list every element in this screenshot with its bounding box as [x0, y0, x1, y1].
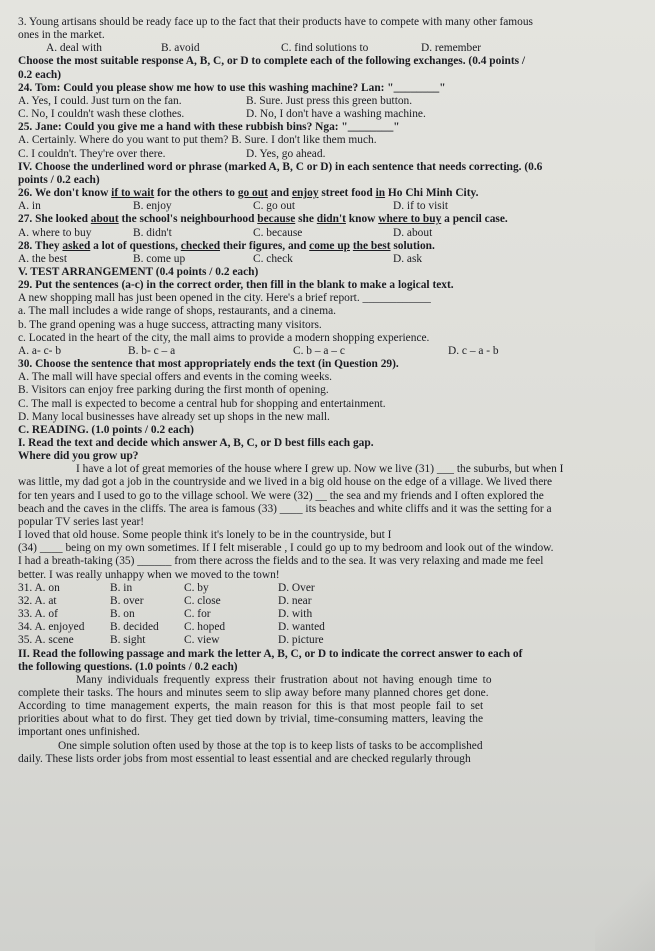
passage-line: popular TV series last year!: [18, 515, 145, 528]
q26-text: for the others to: [154, 187, 238, 200]
passage2-line: complete their tasks. The hours and minutes seem to slip away before many planned chores get done.: [18, 686, 489, 699]
passage-line: I have a lot of great memories of the house where I grew up. Now we live (31) ___ the suburbs, but when I: [76, 463, 564, 476]
q32-option-c: C. close: [184, 594, 221, 607]
q30-option-c: C. The mall is expected to become a central hub for shopping and entertainment.: [18, 397, 386, 410]
passage-line: was little, my dad got a job in the countryside and we lived in a big old house on the edge of a village. We lived there: [18, 476, 553, 489]
q28-underline-a: asked: [62, 239, 91, 252]
q23-options: [18, 42, 638, 55]
q24-options-row-2: [18, 108, 638, 121]
q26-underline-b: go out: [237, 187, 268, 200]
q23-option-a: A. deal with: [46, 42, 102, 55]
q33-option-d: D. with: [278, 608, 313, 621]
q25-question: 25. Jane: Could you give me a hand with these rubbish bins? Nga: "________": [18, 121, 400, 134]
q31-option-d: D. Over: [278, 581, 315, 594]
q3-line-2: ones in the market.: [18, 29, 105, 42]
q34-option-a: 34. A. enjoyed: [18, 621, 85, 634]
passage2-line: priorities about what to do first. They get tied down by trivial, time-consuming matters, leaving the: [18, 713, 484, 726]
q35-option-d: D. picture: [278, 634, 324, 647]
section-v-heading: V. TEST ARRANGEMENT (0.4 points / 0.2 each): [18, 265, 259, 278]
q24-question: 24. Tom: Could you please show me how to use this washing machine? Lan: "________": [18, 81, 446, 94]
q33-option-a: 33. A. of: [18, 608, 58, 621]
q27-text: the school's neighbourhood: [118, 213, 258, 226]
reading-part-ii-heading: II. Read the following passage and mark the letter A, B, C, or D to indicate the correct answer to each of: [18, 647, 523, 660]
q30-option-d: D. Many local businesses have already set up shops in the new mall.: [18, 410, 330, 423]
q27-text: 27. She looked: [18, 213, 91, 226]
q32-option-d: D. near: [278, 594, 312, 607]
q26-sentence: [18, 187, 638, 200]
q26-underline-c: enjoy: [291, 187, 319, 200]
q33-option-b: B. on: [110, 608, 135, 621]
q29-sentence-a: a. The mall includes a wide range of shops, restaurants, and a cinema.: [18, 305, 336, 318]
q28-option-b: B. come up: [133, 252, 186, 265]
q35-option-b: B. sight: [110, 634, 146, 647]
q29-option-a: A. a- c- b: [18, 344, 62, 357]
q32-options: [18, 595, 638, 608]
q31-option-c: C. by: [184, 581, 209, 594]
q23-option-c: C. find solutions to: [281, 42, 369, 55]
q26-options: [18, 200, 638, 213]
q28-sentence: [18, 240, 638, 253]
q28-text: solution.: [390, 239, 435, 252]
q25-option-c: C. I couldn't. They're over there.: [18, 147, 166, 160]
q23-option-b: B. avoid: [161, 42, 200, 55]
q28-options: [18, 253, 638, 266]
q27-underline-d: where to buy: [378, 213, 442, 226]
page-shadow: [595, 871, 655, 951]
q29-sentence-b: b. The grand opening was a huge success, attracting many visitors.: [18, 318, 322, 331]
reading-part-ii-points: the following questions. (1.0 points / 0.2 each): [18, 660, 238, 673]
q28-text: 28. They: [18, 239, 63, 252]
q31-options: [18, 582, 638, 595]
q26-option-b: B. enjoy: [133, 200, 172, 213]
q29-option-b: B. b- c – a: [128, 344, 176, 357]
q26-text: and: [267, 187, 292, 200]
q34-option-d: D. wanted: [278, 621, 325, 634]
q28-text: their figures, and: [220, 239, 310, 252]
q27-options: [18, 227, 638, 240]
q27-option-b: B. didn't: [133, 226, 172, 239]
q27-sentence: [18, 213, 638, 226]
q27-text: know: [345, 213, 379, 226]
q28-underline-c: come up: [309, 239, 350, 252]
reading-heading: C. READING. (1.0 points / 0.2 each): [18, 423, 194, 436]
section-exchanges-heading: Choose the most suitable response A, B, C, or D to complete each of the following exchanges. (0.4 points /: [18, 55, 526, 68]
q28-text: a lot of questions,: [90, 239, 181, 252]
q25-option-ab: A. Certainly. Where do you want to put them? B. Sure. I don't like them much.: [18, 134, 377, 147]
q27-text: she: [295, 213, 317, 226]
passage-line: better. I was really unhappy when we moved to the town!: [18, 568, 280, 581]
q26-option-a: A. in: [18, 200, 41, 213]
q32-option-a: 32. A. at: [18, 594, 57, 607]
q27-underline-a: about: [90, 213, 119, 226]
q30-question: 30. Choose the sentence that most appropriately ends the text (in Question 29).: [18, 358, 399, 371]
section-iv-points: points / 0.2 each): [18, 173, 100, 186]
q33-options: [18, 608, 638, 621]
passage-title: Where did you grow up?: [18, 450, 139, 463]
q24-option-d: D. No, I don't have a washing machine.: [246, 108, 426, 121]
q28-underline-d: the best: [352, 239, 391, 252]
q24-option-b: B. Sure. Just press this green button.: [246, 94, 413, 107]
passage-line: I loved that old house. Some people think it's lonely to be in the countryside, but I: [18, 529, 392, 542]
q34-option-c: C. hoped: [184, 621, 226, 634]
q29-options: [18, 345, 638, 358]
q31-option-a: 31. A. on: [18, 581, 60, 594]
q29-option-c: C. b – a – c: [293, 344, 345, 357]
passage2-line: daily. These lists order jobs from most essential to least essential and are checked regularly through: [18, 752, 471, 765]
q30-option-a: A. The mall will have special offers and events in the coming weeks.: [18, 371, 332, 384]
q24-options-row-1: [18, 95, 638, 108]
q23-option-d: D. remember: [421, 42, 482, 55]
q3-line-1: 3. Young artisans should be ready face up to the fact that their products have to compete with many other famous: [18, 16, 533, 28]
q28-underline-b: checked: [180, 239, 221, 252]
q30-option-b: B. Visitors can enjoy free parking during the first month of opening.: [18, 384, 329, 397]
q27-underline-c: didn't: [316, 213, 346, 226]
q29-intro: A new shopping mall has just been opened in the city. Here's a brief report. ____________: [18, 292, 431, 305]
passage-line: (34) ____ being on my own sometimes. If I felt miserable , I could go up to my bedroom and look out of the window.: [18, 542, 554, 555]
q27-option-a: A. where to buy: [18, 226, 92, 239]
q25-options-row-2: [18, 148, 638, 161]
q29-question: 29. Put the sentences (a-c) in the correct order, then fill in the blank to make a logical text.: [18, 279, 454, 292]
q25-option-d: D. Yes, go ahead.: [246, 147, 326, 160]
q26-text: 26. We don't know: [18, 187, 112, 200]
passage2-line: According to time management experts, the main reason for this is that most people fail to set: [18, 700, 484, 713]
worksheet-content: [18, 16, 638, 766]
q26-underline-d: in: [375, 187, 386, 200]
q26-underline-a: if to wait: [111, 187, 155, 200]
q35-options: [18, 634, 638, 647]
q28-option-a: A. the best: [18, 252, 68, 265]
q26-option-d: D. if to visit: [393, 200, 449, 213]
q27-option-c: C. because: [253, 226, 303, 239]
passage-line: for ten years and I used to go to the village school. We were (32) __ the sea and my friends and I often explored the: [18, 489, 544, 502]
section-iv-heading: IV. Choose the underlined word or phrase (marked A, B, C or D) in each sentence that needs correcting. (0.6: [18, 160, 543, 173]
q27-underline-b: because: [257, 213, 296, 226]
q35-option-a: 35. A. scene: [18, 634, 74, 647]
q24-option-c: C. No, I couldn't wash these clothes.: [18, 108, 185, 121]
q34-option-b: B. decided: [110, 621, 159, 634]
reading-part-i-heading: I. Read the text and decide which answer A, B, C, or D best fills each gap.: [18, 437, 374, 449]
passage2-line: Many individuals frequently express their frustration about not having enough time to: [76, 673, 492, 686]
q31-option-b: B. in: [110, 581, 133, 594]
q28-option-c: C. check: [253, 252, 293, 265]
q29-sentence-c: c. Located in the heart of the city, the mall aims to provide a modern shopping experience.: [18, 331, 430, 344]
q29-option-d: D. c – a - b: [448, 344, 499, 357]
q26-text: street food: [318, 187, 376, 200]
q27-option-d: D. about: [393, 226, 433, 239]
q28-option-d: D. ask: [393, 252, 423, 265]
q34-options: [18, 621, 638, 634]
passage-line: beach and the caves in the cliffs. The area is famous (33) ____ its beaches and white cliffs and it was the setting for a: [18, 502, 552, 515]
passage2-line: important ones unfinished.: [18, 726, 140, 739]
q24-option-a: A. Yes, I could. Just turn on the fan.: [18, 94, 182, 107]
q33-option-c: C. for: [184, 608, 211, 621]
q35-option-c: C. view: [184, 634, 220, 647]
passage-line: I had a breath-taking (35) ______ from there across the fields and to the sea. It was very relaxing and made me feel: [18, 555, 544, 568]
section-exchanges-points: 0.2 each): [18, 68, 62, 81]
q26-option-c: C. go out: [253, 200, 296, 213]
q26-text: Ho Chi Minh City.: [385, 187, 479, 200]
q32-option-b: B. over: [110, 594, 144, 607]
q27-text: a pencil case.: [441, 213, 508, 226]
passage2-line: One simple solution often used by those at the top is to keep lists of tasks to be accomplished: [58, 739, 483, 752]
